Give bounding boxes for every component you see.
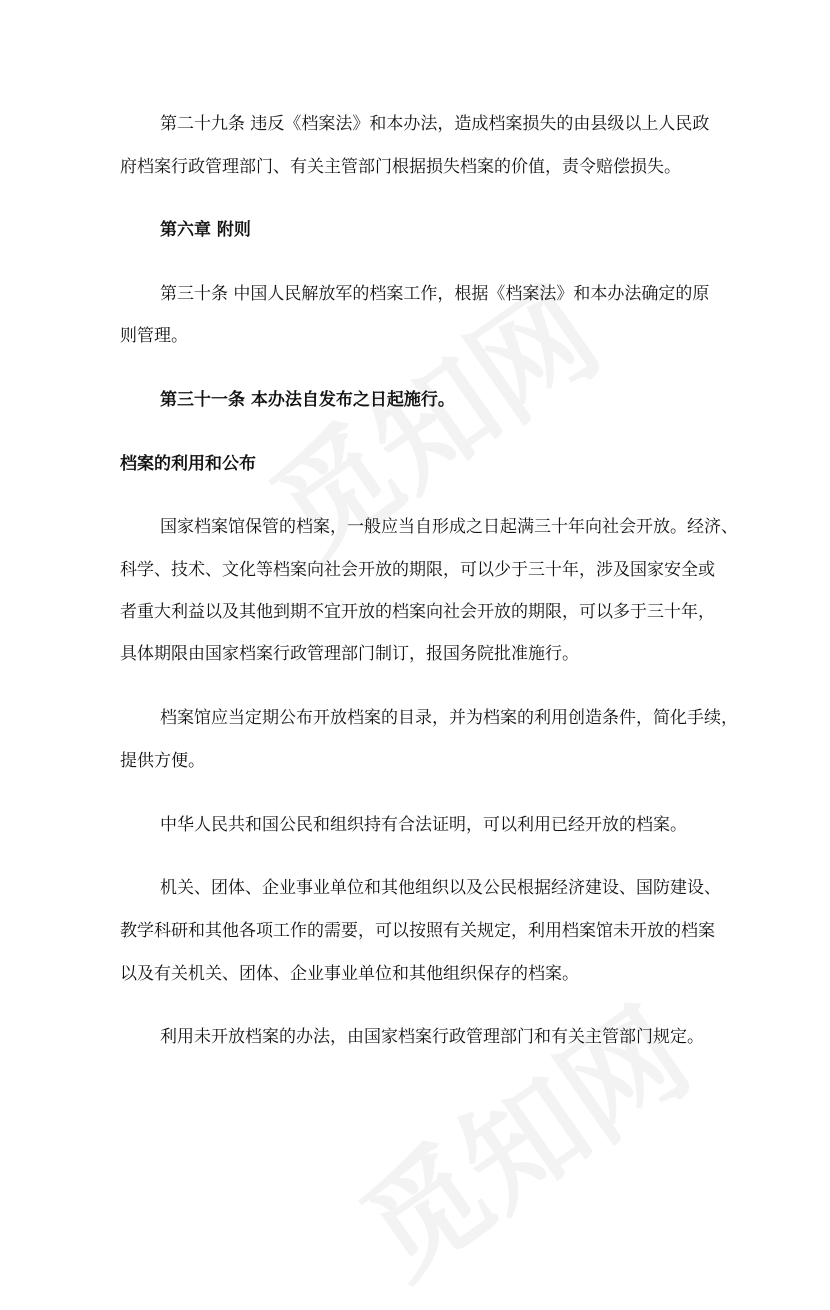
- article-30-line-1: 第三十条 中国人民解放军的档案工作，根据《档案法》和本办法确定的原: [160, 284, 710, 304]
- article-29-line-2: 府档案行政管理部门、有关主管部门根据损失档案的价值，责令赔偿损失。: [120, 157, 681, 177]
- paragraph-2-line-2: 提供方便。: [120, 751, 205, 771]
- paragraph-1-line-2: 科学、技术、文化等档案向社会开放的期限，可以少于三十年，涉及国家安全或: [120, 560, 715, 580]
- paragraph-1-line-4: 具体期限由国家档案行政管理部门制订，报国务院批准施行。: [120, 644, 579, 664]
- paragraph-4-line-1: 机关、团体、企业事业单位和其他组织以及公民根据经济建设、国防建设、: [160, 878, 721, 898]
- article-31-line: 第三十一条 本办法自发布之日起施行。: [160, 390, 455, 410]
- watermark: [323, 962, 717, 1309]
- paragraph-4-line-3: 以及有关机关、团体、企业事业单位和其他组织保存的档案。: [120, 964, 579, 984]
- paragraph-1-line-1: 国家档案馆保管的档案，一般应当自形成之日起满三十年向社会开放。经济、: [160, 517, 738, 537]
- section-heading: 档案的利用和公布: [120, 454, 256, 474]
- paragraph-5-line-1: 利用未开放档案的办法，由国家档案行政管理部门和有关主管部门规定。: [160, 1027, 704, 1047]
- article-29-line-1: 第二十九条 违反《档案法》和本办法，造成档案损失的由县级以上人民政: [160, 114, 710, 134]
- paragraph-2-line-1: 档案馆应当定期公布开放档案的目录，并为档案的利用创造条件，简化手续，: [160, 708, 738, 728]
- article-30-line-2: 则管理。: [120, 326, 188, 346]
- paragraph-3-line-1: 中华人民共和国公民和组织持有合法证明，可以利用已经开放的档案。: [160, 815, 687, 835]
- paragraph-4-line-2: 教学科研和其他各项工作的需要，可以按照有关规定，利用档案馆未开放的档案: [120, 921, 715, 941]
- paragraph-1-line-3: 者重大利益以及其他到期不宜开放的档案向社会开放的期限，可以多于三十年，: [120, 602, 715, 622]
- chapter-6-heading: 第六章 附则: [160, 220, 251, 240]
